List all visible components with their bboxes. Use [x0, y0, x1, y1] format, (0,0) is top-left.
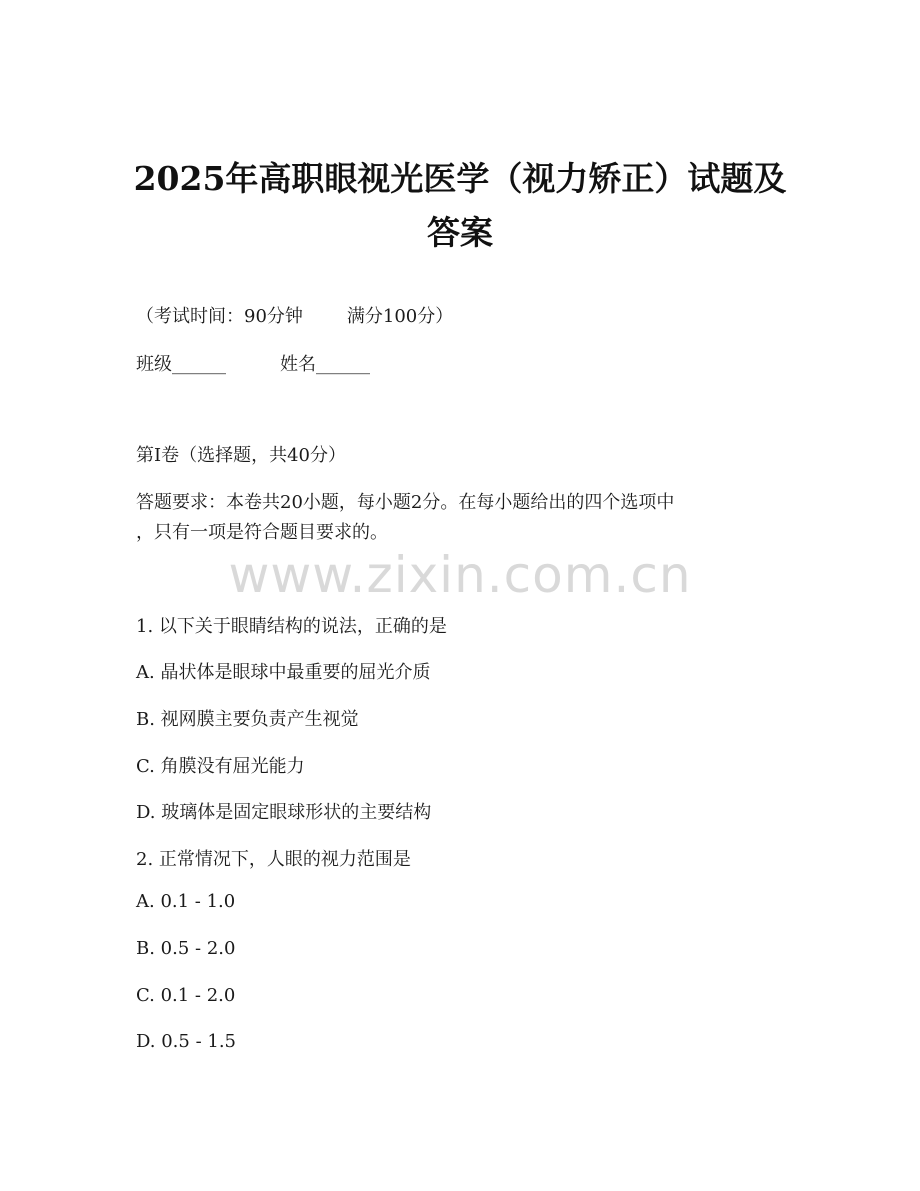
question-2-option-b: B. 0.5 - 2.0 — [136, 938, 236, 959]
document-title — [80, 152, 840, 260]
name-field: 姓名______ — [280, 354, 370, 375]
section-heading: 第I卷（选择题，共40分） — [136, 445, 347, 466]
title-line-1: 2025年高职眼视光医学（视力矫正）试题及 — [133, 159, 787, 198]
question-1-option-d: D. 玻璃体是固定眼球形状的主要结构 — [136, 802, 432, 823]
question-2-option-c: C. 0.1 - 2.0 — [136, 985, 236, 1006]
watermark: www.zixin.com.cn — [228, 546, 692, 604]
question-2-option-a: A. 0.1 - 1.0 — [136, 891, 236, 912]
question-1-stem: 1. 以下关于眼睛结构的说法，正确的是 — [136, 616, 447, 637]
question-1-option-a: A. 晶状体是眼球中最重要的屈光介质 — [136, 662, 431, 683]
title-line-2: 答案 — [427, 213, 493, 252]
question-1-option-c: C. 角膜没有屈光能力 — [136, 756, 305, 777]
class-field: 班级______ — [136, 354, 226, 375]
question-2-stem: 2. 正常情况下，人眼的视力范围是 — [136, 849, 411, 870]
student-fields — [136, 350, 370, 376]
exam-score: 满分100分） — [346, 306, 454, 327]
exam-time: （考试时间：90分钟 — [136, 306, 303, 327]
instructions-line-2: ，只有一项是符合题目要求的。 — [136, 522, 388, 543]
exam-info — [136, 302, 453, 328]
instructions-line-1: 答题要求：本卷共20小题，每小题2分。在每小题给出的四个选项中 — [136, 492, 675, 513]
question-1-option-b: B. 视网膜主要负责产生视觉 — [136, 709, 359, 730]
question-2-option-d: D. 0.5 - 1.5 — [136, 1031, 237, 1052]
